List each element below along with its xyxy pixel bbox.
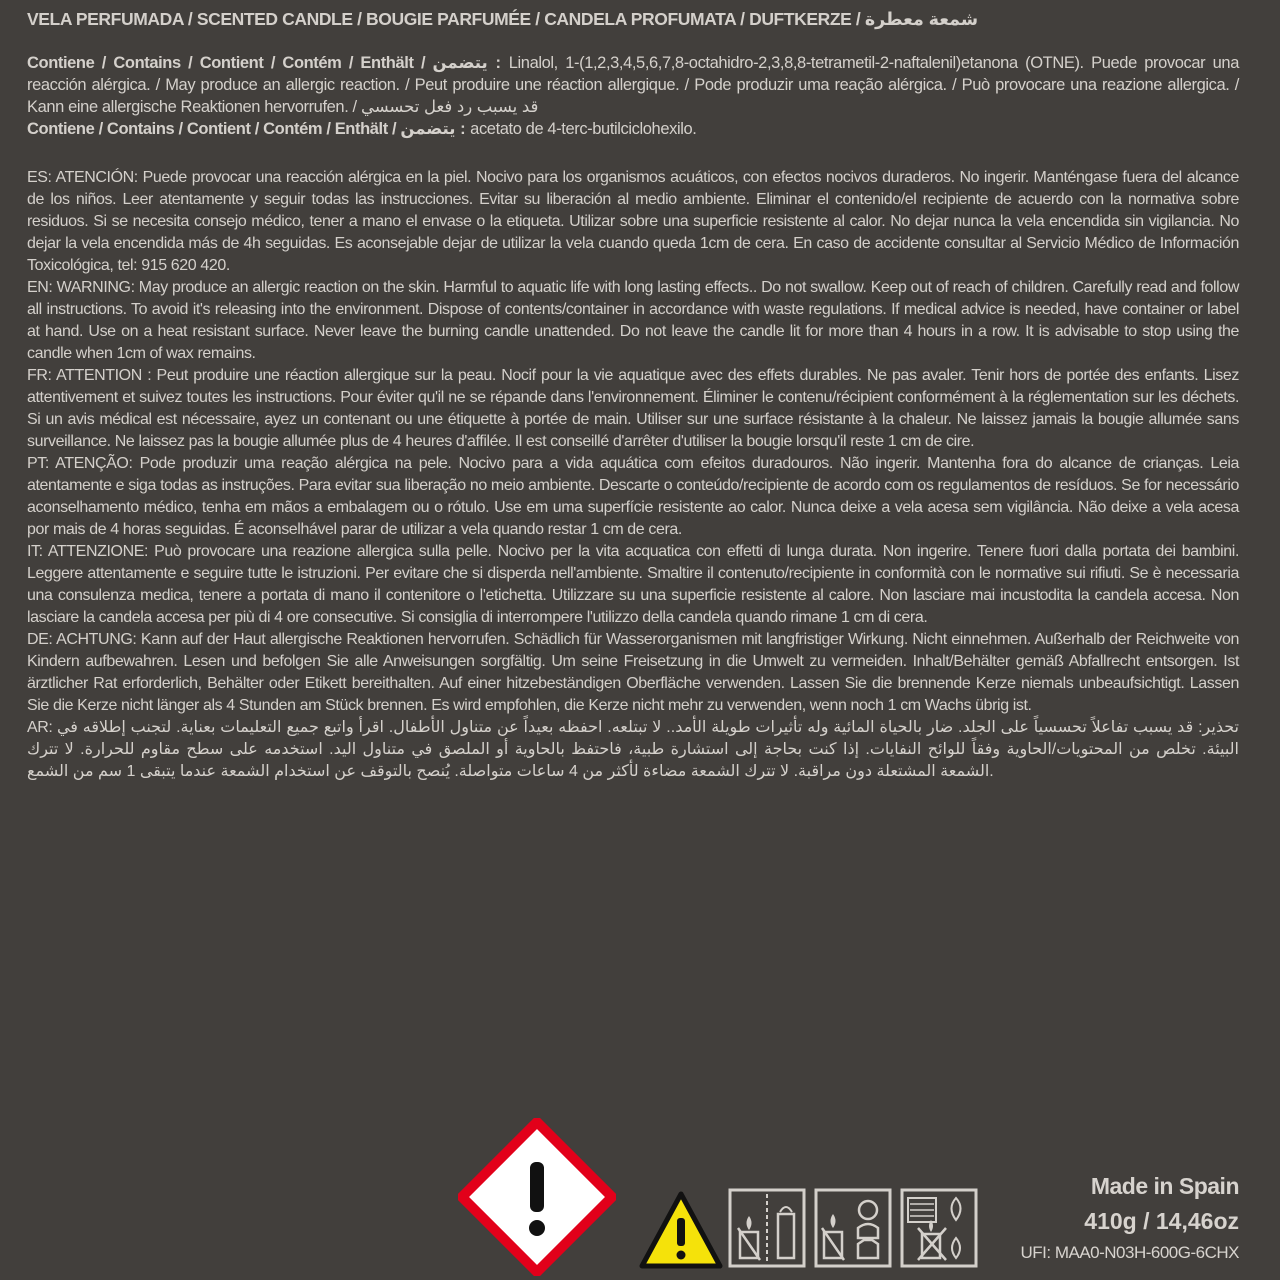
- warning-de: DE: ACHTUNG: Kann auf der Haut allergische Reaktionen hervorrufen. Schädlich für Wasserorganismen mit langfristiger Wirkung. Nicht einnehmen. Außerhalb der Reichweite von Kindern aufbewahren. Lesen und befolgen Sie alle Anweisungen sorgfältig. Um seine Freisetzung in die Umwelt zu vermeiden. Inhalt/Behälter gemäß Abfallrecht entsorgen. Ist ärztlicher Rat erforderlich, Behälter oder Etikett bereithalten. Auf einer hitzebeständigen Oberfläche verwenden. Lassen Sie die brennende Kerze niemals unbeaufsichtigt. Lassen Sie die Kerze nicht länger als 4 Stunden am Stück brennen. Es wird empfohlen, die Kerze nicht mehr zu verwenden, wenn noch 1 cm Wachs übrig ist.: [27, 631, 1239, 714]
- contains-line-1: [27, 52, 1239, 118]
- net-weight: 410g / 14,46oz: [1084, 1208, 1239, 1234]
- made-in-label: Made in Spain: [1090, 1173, 1239, 1199]
- warning-it: IT: ATTENZIONE: Può provocare una reazione allergica sulla pelle. Nocivo per la vita acquatica con effetti di lunga durata. Non ingerire. Tenere fuori dalla portata dei bambini. Leggere attentamente e seguire tutte le istruzioni. Per evitare che si disperda nell'ambiente. Smaltire il contenuto/recipiente in conformità con le normative sui rifiuti. Se è necessaria una consulenza medica, tenere a portata di mano il contenitore o l'etichetta. Utilizzare su una superficie resistente al calore. Non lasciare mai incustodita la candela accesa. Non lasciare la candela accesa per più di 4 ore consecutive. Si consiglia di interrompere l'utilizzo della candela quando rimane 1 cm di cera.: [27, 543, 1239, 626]
- contains-lead: Contiene / Contains / Contient / Contém / Enthält / يتضمن :: [27, 54, 501, 72]
- keep-away-from-children-pets-icon: [814, 1188, 892, 1268]
- contains-text: Linalol, 1-(1,2,3,4,5,6,7,8-octahidro-2,3,8,8-tetrametil-2-naftalenil)etanona (OTNE). Puede provocar una reacción alérgica. / May produce an allergic reaction. / Peut produire une réaction allergique. / Pode produzir uma reação alérgica. / Può provocare una reazione allergica. / Kann eine allergische Reaktionen hervorrufen. / قد يسبب رد فعل تحسسي: [27, 54, 1239, 116]
- warning-en: EN: WARNING: May produce an allergic reaction on the skin. Harmful to aquatic life with long lasting effects.. Do not swallow. Keep out of reach of children. Carefully read and follow all instructions. To avoid it's releasing into the environment. Dispose of contents/container in accordance with waste regulations. If medical advice is needed, have container or label at hand. Use on a heat resistant surface. Never leave the burning candle unattended. Do not leave the candle lit for more than 4 hours in a row. It is advisable to stop using the candle when 1cm of wax remains.: [27, 279, 1239, 362]
- warning-triangle-icon: [638, 1190, 724, 1270]
- warnings-section: [27, 167, 1239, 783]
- warning-es: ES: ATENCIÓN: Puede provocar una reacción alérgica en la piel. Nocivo para los organismos acuáticos, con efectos nocivos duraderos. No ingerir. Manténgase fuera del alcance de los niños. Leer atentamente y seguir todas las instrucciones. Evitar su liberación al medio ambiente. Eliminar el contenido/el recipiente de acuerdo con la normativa sobre residuos. Si se necesita consejo médico, tener a mano el envase o la etiqueta. Utilizar sobre una superficie resistente al calor. No dejar nunca la vela encendida sin vigilancia. No dejar la vela encendida más de 4h seguidas. Es aconsejable dejar de utilizar la vela cuando queda 1cm de cera. En caso de accidente consultar al Servicio Médico de Información Toxicológica, tel: 915 620 420.: [27, 169, 1239, 274]
- keep-away-from-flammables-icon: [728, 1188, 806, 1268]
- contains-text: acetato de 4-terc-butilciclohexilo.: [465, 120, 697, 138]
- warning-fr: FR: ATTENTION : Peut produire une réaction allergique sur la peau. Nocif pour la vie aquatique avec des effets durables. Ne pas avaler. Tenir hors de portée des enfants. Lisez attentivement et suivez toutes les instructions. Pour éviter qu'il ne se répande dans l'environnement. Éliminer le contenu/récipient conformément à la réglementation sur les déchets. Si un avis médical est nécessaire, ayez un contenant ou une étiquette à portée de main. Utiliser sur une surface résistante à la chaleur. Ne laissez jamais la bougie allumée sans surveillance. Ne laissez pas la bougie allumée plus de 4 heures d'affilée. Il est conseillé d'arrêter d'utiliser la bougie lorsqu'il reste 1 cm de cire.: [27, 367, 1239, 450]
- product-title: VELA PERFUMADA / SCENTED CANDLE / BOUGIE PARFUMÉE / CANDELA PROFUMATA / DUFTKERZE / شمعة معطرة: [27, 9, 979, 29]
- warning-pt: PT: ATENÇÃO: Pode produzir uma reação alérgica na pele. Nocivo para a vida aquática com efeitos duradouros. Não ingerir. Mantenha fora do alcance de crianças. Leia atentamente e siga todas as instruções. Para evitar sua liberação no meio ambiente. Descarte o conteúdo/recipiente de acordo com os regulamentos de resíduos. Se for necessário aconselhamento médico, tenha em mãos a embalagem ou o rótulo. Use em uma superfície resistente ao calor. Nunca deixe a vela acesa sem vigilância. Não deixe a vela acesa por mais de 4 horas seguidas. É aconselhável parar de utilizar a vela quando restar 1 cm de cera.: [27, 455, 1239, 538]
- contains-line-2: [27, 118, 1239, 140]
- product-label: [27, 6, 1239, 783]
- ghs07-exclamation-icon: [458, 1118, 616, 1276]
- product-meta: [1020, 1170, 1239, 1266]
- contains-lead: Contiene / Contains / Contient / Contém / Enthält / يتضمن :: [27, 120, 466, 138]
- no-drafts-no-burning-objects-icon: [900, 1188, 978, 1268]
- contains-section: [27, 52, 1239, 140]
- ufi-code: UFI: MAA0-N03H-600G-6CHX: [1020, 1243, 1239, 1262]
- warning-ar: AR: تحذير: قد يسبب تفاعلاً تحسسياً على الجلد. ضار بالحياة المائية وله تأثيرات طويلة الأمد.. لا تبتلعه. احفظه بعيداً عن متناول الأطفال. اقرأ واتبع جميع التعليمات بعناية. لتجنب إطلاقه في البيئة. تخلص من المحتويات/الحاوية وفقاً للوائح النفايات. إذا كنت بحاجة إلى استشارة طبية، فاحتفظ بالحاوية أو الملصق في متناول اليد. استخدمه على سطح مقاوم للحرارة. لا تترك الشمعة المشتعلة دون مراقبة. لا تترك الشمعة مضاءة لأكثر من 4 ساعات متواصلة. يُنصح بالتوقف عن استخدام الشمعة عندما يتبقى 1 سم من الشمع.: [27, 719, 1239, 780]
